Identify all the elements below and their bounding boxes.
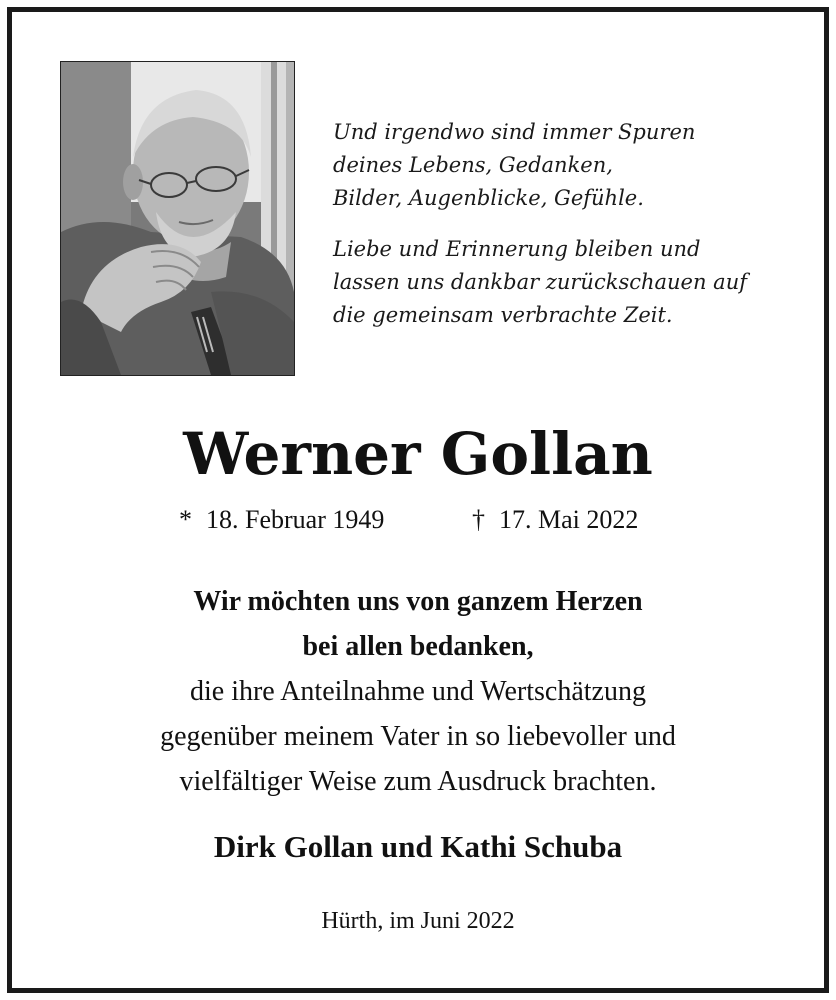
poem-line: Bilder, Augenblicke, Gefühle. — [333, 186, 644, 210]
message-line: vielfältiger Weise zum Ausdruck brachten. — [179, 766, 657, 797]
poem — [333, 116, 803, 350]
place-date: Hürth, im Juni 2022 — [321, 908, 515, 934]
poem-line: die gemeinsam verbrachte Zeit. — [333, 303, 673, 327]
portrait-photo — [60, 61, 295, 376]
poem-line: Liebe und Erinnerung bleiben und — [333, 237, 701, 261]
birth-date-text: 18. Februar 1949 — [206, 505, 385, 534]
birth-date — [179, 505, 384, 535]
death-cross-icon: † — [472, 505, 485, 534]
message-line: gegenüber meinem Vater in so liebevoller und — [160, 721, 676, 752]
message-bold-line: Wir möchten uns von ganzem Herzen — [193, 586, 643, 617]
poem-line: lassen uns dankbar zurückschauen auf — [333, 270, 748, 294]
poem-line: deines Lebens, Gedanken, — [333, 153, 613, 177]
thank-you-message — [12, 579, 824, 804]
death-date-text: 17. Mai 2022 — [499, 505, 639, 534]
death-date — [472, 505, 638, 535]
poem-line: Und irgendwo sind immer Spuren — [333, 120, 696, 144]
deceased-name: Werner Gollan — [183, 420, 653, 488]
poem-stanza-1 — [333, 116, 803, 215]
poem-stanza-2 — [333, 233, 803, 332]
portrait-image — [61, 62, 294, 375]
obituary-frame — [7, 7, 829, 993]
signers: Dirk Gollan und Kathi Schuba — [213, 829, 623, 864]
message-line: die ihre Anteilnahme und Wertschätzung — [190, 676, 646, 707]
birth-star-icon: * — [179, 505, 192, 534]
message-bold-line: bei allen bedanken, — [302, 631, 534, 662]
